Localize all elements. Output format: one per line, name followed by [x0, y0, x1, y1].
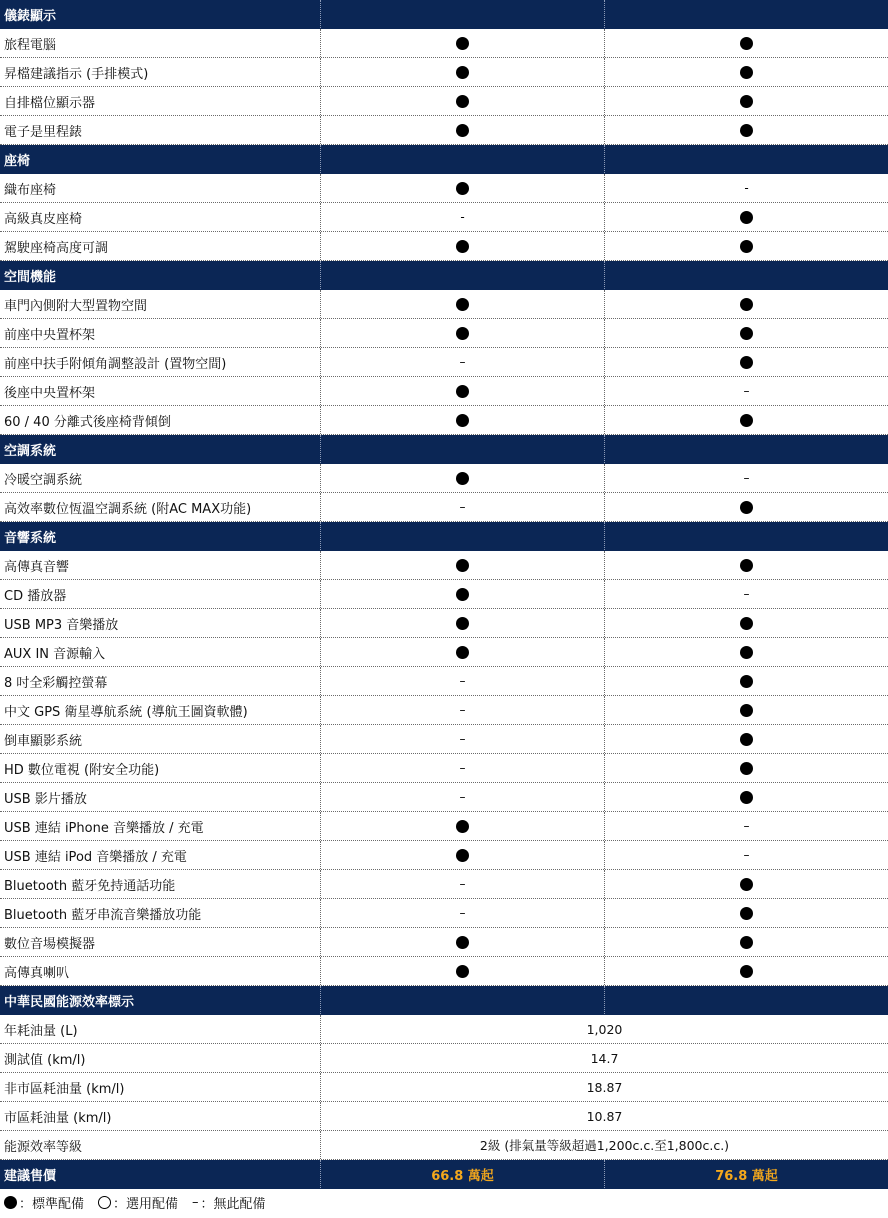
- trim-b-cell: [604, 551, 888, 579]
- efficiency-value: 2級 (排氣量等級超過1,200c.c.至1,800c.c.): [320, 1131, 888, 1159]
- trim-a-cell: [320, 87, 604, 115]
- trim-a-cell: [320, 348, 604, 376]
- standard-equipment-dot-icon: [456, 240, 469, 253]
- efficiency-value: 1,020: [320, 1015, 888, 1043]
- not-available-mark: –: [743, 384, 750, 398]
- price-row: [0, 1160, 888, 1189]
- standard-equipment-dot-icon: [456, 559, 469, 572]
- standard-equipment-dot-icon: [456, 617, 469, 630]
- standard-equipment-dot-icon: [740, 762, 753, 775]
- trim-b-cell: [604, 609, 888, 637]
- legend-text: ：標準配備: [19, 1196, 85, 1212]
- trim-a-cell: [320, 638, 604, 666]
- standard-equipment-dot-icon: [740, 965, 753, 978]
- feature-label: 測試值 (km/l): [4, 1052, 86, 1068]
- legend-item: [4, 1193, 84, 1212]
- trim-b-cell: [604, 725, 888, 753]
- feature-label: 後座中央置杯架: [4, 385, 96, 401]
- standard-equipment-dot-icon: [740, 733, 753, 746]
- spec-row: [0, 638, 888, 667]
- section-header: [0, 435, 888, 464]
- feature-label: USB 影片播放: [4, 791, 87, 807]
- feature-label: 冷暖空調系統: [4, 472, 83, 488]
- standard-equipment-dot-icon: [456, 182, 469, 195]
- trim-b-cell: [604, 116, 888, 144]
- legend: [0, 1189, 280, 1215]
- section-spacer: [604, 986, 888, 1014]
- trim-b-cell: [604, 232, 888, 260]
- trim-a-cell: [320, 203, 604, 231]
- section-spacer: [320, 522, 604, 550]
- trim-b-cell: [604, 638, 888, 666]
- trim-a-cell: [320, 290, 604, 318]
- trim-b-cell: [604, 754, 888, 782]
- spec-row: [0, 841, 888, 870]
- trim-b-cell: [604, 928, 888, 956]
- spec-row: [0, 725, 888, 754]
- standard-equipment-dot-icon: [740, 675, 753, 688]
- not-available-mark: –: [459, 355, 466, 369]
- feature-label: 高傳真音響: [4, 559, 70, 575]
- dash-icon: –: [192, 1194, 199, 1210]
- trim-b-cell: [604, 319, 888, 347]
- standard-equipment-dot-icon: [740, 298, 753, 311]
- standard-equipment-dot-icon: [740, 356, 753, 369]
- section-header: [0, 145, 888, 174]
- standard-equipment-dot-icon: [456, 820, 469, 833]
- trim-b-cell: [604, 203, 888, 231]
- trim-b-cell: [604, 87, 888, 115]
- standard-equipment-dot-icon: [740, 617, 753, 630]
- feature-label: 駕駛座椅高度可調: [4, 240, 109, 256]
- not-available-mark: –: [743, 587, 750, 601]
- spec-row: [0, 1102, 888, 1131]
- not-available-mark: –: [459, 761, 466, 775]
- trim-a-cell: [320, 464, 604, 492]
- spec-row: [0, 1131, 888, 1160]
- not-available-mark: –: [459, 500, 466, 514]
- trim-a-cell: [320, 377, 604, 405]
- trim-a-cell: [320, 841, 604, 869]
- trim-b-cell: [604, 870, 888, 898]
- standard-equipment-dot-icon: [740, 414, 753, 427]
- spec-row: [0, 696, 888, 725]
- spec-row: [0, 928, 888, 957]
- efficiency-value: 18.87: [320, 1073, 888, 1101]
- trim-a-cell: [320, 174, 604, 202]
- trim-b-cell: [604, 957, 888, 985]
- spec-row: [0, 551, 888, 580]
- standard-equipment-dot-icon: [740, 704, 753, 717]
- standard-equipment-dot-icon: [456, 588, 469, 601]
- spec-row: [0, 957, 888, 986]
- feature-label: 電子是里程錶: [4, 124, 83, 140]
- standard-equipment-dot-icon: [456, 385, 469, 398]
- trim-b-cell: [604, 493, 888, 521]
- feature-label: 數位音場模擬器: [4, 936, 96, 952]
- section-header: [0, 522, 888, 551]
- trim-a-cell: [320, 232, 604, 260]
- feature-label: 年耗油量 (L): [4, 1023, 78, 1039]
- section-spacer: [320, 986, 604, 1014]
- feature-label: 前座中扶手附傾角調整設計 (置物空間): [4, 356, 227, 372]
- spec-row: [0, 406, 888, 435]
- standard-equipment-dot-icon: [456, 936, 469, 949]
- feature-label: 中文 GPS 衛星導航系統 (導航王圖資軟體): [4, 704, 248, 720]
- section-title: 儀錶顯示: [4, 8, 57, 24]
- section-spacer: [604, 435, 888, 463]
- trim-b-cell: [604, 580, 888, 608]
- trim-b-cell: [604, 29, 888, 57]
- price-trim-a: [320, 1160, 604, 1188]
- trim-b-cell: [604, 406, 888, 434]
- legend-text: ：無此配備: [200, 1196, 266, 1212]
- feature-label: USB 連結 iPhone 音樂播放 / 充電: [4, 820, 204, 836]
- section-header: [0, 0, 888, 29]
- spec-row: [0, 899, 888, 928]
- standard-equipment-dot-icon: [740, 37, 753, 50]
- spec-row: [0, 348, 888, 377]
- trim-a-cell: [320, 29, 604, 57]
- standard-equipment-dot-icon: [740, 240, 753, 253]
- standard-equipment-dot-icon: [740, 327, 753, 340]
- trim-b-cell: [604, 290, 888, 318]
- standard-equipment-dot-icon: [456, 646, 469, 659]
- price-text: 76.8 萬起: [715, 1168, 778, 1184]
- feature-label: 高級真皮座椅: [4, 211, 83, 227]
- not-available-mark: –: [459, 703, 466, 717]
- trim-b-cell: [604, 696, 888, 724]
- trim-a-cell: [320, 812, 604, 840]
- feature-label: 建議售價: [4, 1168, 57, 1184]
- feature-label: 倒車顯影系統: [4, 733, 83, 749]
- spec-row: [0, 58, 888, 87]
- spec-row: [0, 783, 888, 812]
- trim-a-cell: [320, 609, 604, 637]
- section-spacer: [320, 435, 604, 463]
- spec-row: [0, 1015, 888, 1044]
- standard-equipment-dot-icon: [456, 849, 469, 862]
- not-available-mark: –: [459, 906, 466, 920]
- standard-equipment-dot-icon: [740, 878, 753, 891]
- standard-equipment-dot-icon: [740, 907, 753, 920]
- section-title: 音響系統: [4, 530, 57, 546]
- standard-equipment-dot-icon: [740, 501, 753, 514]
- section-title: 中華民國能源效率標示: [4, 994, 135, 1010]
- spec-row: [0, 29, 888, 58]
- feature-label: HD 數位電視 (附安全功能): [4, 762, 160, 778]
- standard-equipment-dot-icon: [740, 66, 753, 79]
- standard-equipment-dot-icon: [456, 472, 469, 485]
- spec-row: [0, 667, 888, 696]
- not-available-mark: –: [459, 674, 466, 688]
- standard-equipment-dot-icon: [456, 298, 469, 311]
- standard-equipment-dot-icon: [740, 936, 753, 949]
- standard-equipment-dot-icon: [456, 965, 469, 978]
- efficiency-value: 10.87: [320, 1102, 888, 1130]
- trim-a-cell: [320, 783, 604, 811]
- not-available-mark: -: [744, 181, 749, 195]
- feature-label: 旅程電腦: [4, 37, 57, 53]
- filled-circle-icon: [4, 1196, 17, 1209]
- standard-equipment-dot-icon: [456, 37, 469, 50]
- feature-label: 自排檔位顯示器: [4, 95, 96, 111]
- feature-label: AUX IN 音源輸入: [4, 646, 106, 662]
- trim-b-cell: [604, 58, 888, 86]
- not-available-mark: –: [459, 877, 466, 891]
- standard-equipment-dot-icon: [456, 414, 469, 427]
- legend-item: [192, 1193, 266, 1212]
- spec-row: [0, 232, 888, 261]
- section-spacer: [320, 145, 604, 173]
- section-spacer: [320, 261, 604, 289]
- standard-equipment-dot-icon: [740, 791, 753, 804]
- trim-a-cell: [320, 58, 604, 86]
- trim-b-cell: [604, 174, 888, 202]
- not-available-mark: –: [459, 732, 466, 746]
- not-available-mark: –: [743, 848, 750, 862]
- spec-row: [0, 609, 888, 638]
- trim-b-cell: [604, 899, 888, 927]
- legend-text: ：選用配備: [113, 1196, 179, 1212]
- trim-b-cell: [604, 783, 888, 811]
- standard-equipment-dot-icon: [740, 646, 753, 659]
- section-title: 空調系統: [4, 443, 57, 459]
- trim-a-cell: [320, 928, 604, 956]
- standard-equipment-dot-icon: [456, 124, 469, 137]
- section-spacer: [604, 522, 888, 550]
- trim-a-cell: [320, 957, 604, 985]
- trim-a-cell: [320, 725, 604, 753]
- section-header: [0, 261, 888, 290]
- standard-equipment-dot-icon: [740, 95, 753, 108]
- spec-row: [0, 1073, 888, 1102]
- efficiency-value: 14.7: [320, 1044, 888, 1072]
- spec-row: [0, 580, 888, 609]
- feature-label: 前座中央置杯架: [4, 327, 96, 343]
- feature-label: 8 吋全彩觸控螢幕: [4, 675, 108, 691]
- trim-a-cell: [320, 406, 604, 434]
- trim-b-cell: [604, 841, 888, 869]
- price-trim-b: [604, 1160, 888, 1188]
- spec-row: [0, 754, 888, 783]
- section-title: 空間機能: [4, 269, 57, 285]
- trim-b-cell: [604, 812, 888, 840]
- trim-a-cell: [320, 319, 604, 347]
- spec-row: [0, 174, 888, 203]
- trim-a-cell: [320, 493, 604, 521]
- trim-a-cell: [320, 870, 604, 898]
- standard-equipment-dot-icon: [456, 66, 469, 79]
- price-text: 66.8 萬起: [431, 1168, 494, 1184]
- feature-label: 高效率數位恆溫空調系統 (附AC MAX功能): [4, 501, 252, 517]
- spec-row: [0, 87, 888, 116]
- trim-b-cell: [604, 348, 888, 376]
- trim-a-cell: [320, 551, 604, 579]
- feature-label: USB 連結 iPod 音樂播放 / 充電: [4, 849, 187, 865]
- not-available-mark: –: [459, 790, 466, 804]
- feature-label: 市區耗油量 (km/l): [4, 1110, 112, 1126]
- standard-equipment-dot-icon: [456, 95, 469, 108]
- not-available-mark: –: [743, 819, 750, 833]
- feature-label: 60 / 40 分離式後座椅背傾倒: [4, 414, 171, 430]
- feature-label: 織布座椅: [4, 182, 57, 198]
- standard-equipment-dot-icon: [740, 124, 753, 137]
- spec-row: [0, 319, 888, 348]
- spec-row: [0, 203, 888, 232]
- not-available-mark: –: [743, 471, 750, 485]
- trim-b-cell: [604, 667, 888, 695]
- feature-label: 能源效率等級: [4, 1139, 83, 1155]
- trim-a-cell: [320, 899, 604, 927]
- not-available-mark: -: [460, 210, 465, 224]
- trim-a-cell: [320, 667, 604, 695]
- section-spacer: [320, 0, 604, 28]
- feature-label: USB MP3 音樂播放: [4, 617, 119, 633]
- spec-row: [0, 290, 888, 319]
- feature-label: Bluetooth 藍牙串流音樂播放功能: [4, 907, 202, 923]
- section-spacer: [604, 0, 888, 28]
- trim-a-cell: [320, 116, 604, 144]
- spec-row: [0, 870, 888, 899]
- trim-a-cell: [320, 696, 604, 724]
- standard-equipment-dot-icon: [740, 559, 753, 572]
- trim-b-cell: [604, 377, 888, 405]
- legend-item: [98, 1193, 178, 1212]
- feature-label: 高傳真喇叭: [4, 965, 70, 981]
- spec-row: [0, 116, 888, 145]
- section-spacer: [604, 145, 888, 173]
- trim-a-cell: [320, 754, 604, 782]
- spec-row: [0, 493, 888, 522]
- section-spacer: [604, 261, 888, 289]
- section-title: 座椅: [4, 153, 31, 169]
- spec-row: [0, 1044, 888, 1073]
- spec-row: [0, 812, 888, 841]
- standard-equipment-dot-icon: [456, 327, 469, 340]
- standard-equipment-dot-icon: [740, 211, 753, 224]
- spec-row: [0, 377, 888, 406]
- open-circle-icon: [98, 1196, 111, 1209]
- trim-b-cell: [604, 464, 888, 492]
- feature-label: CD 播放器: [4, 588, 67, 604]
- feature-label: 昇檔建議指示 (手排模式): [4, 66, 149, 82]
- trim-a-cell: [320, 580, 604, 608]
- feature-label: Bluetooth 藍牙免持通話功能: [4, 878, 176, 894]
- feature-label: 車門內側附大型置物空間: [4, 298, 148, 314]
- section-header: [0, 986, 888, 1015]
- spec-row: [0, 464, 888, 493]
- feature-label: 非市區耗油量 (km/l): [4, 1081, 125, 1097]
